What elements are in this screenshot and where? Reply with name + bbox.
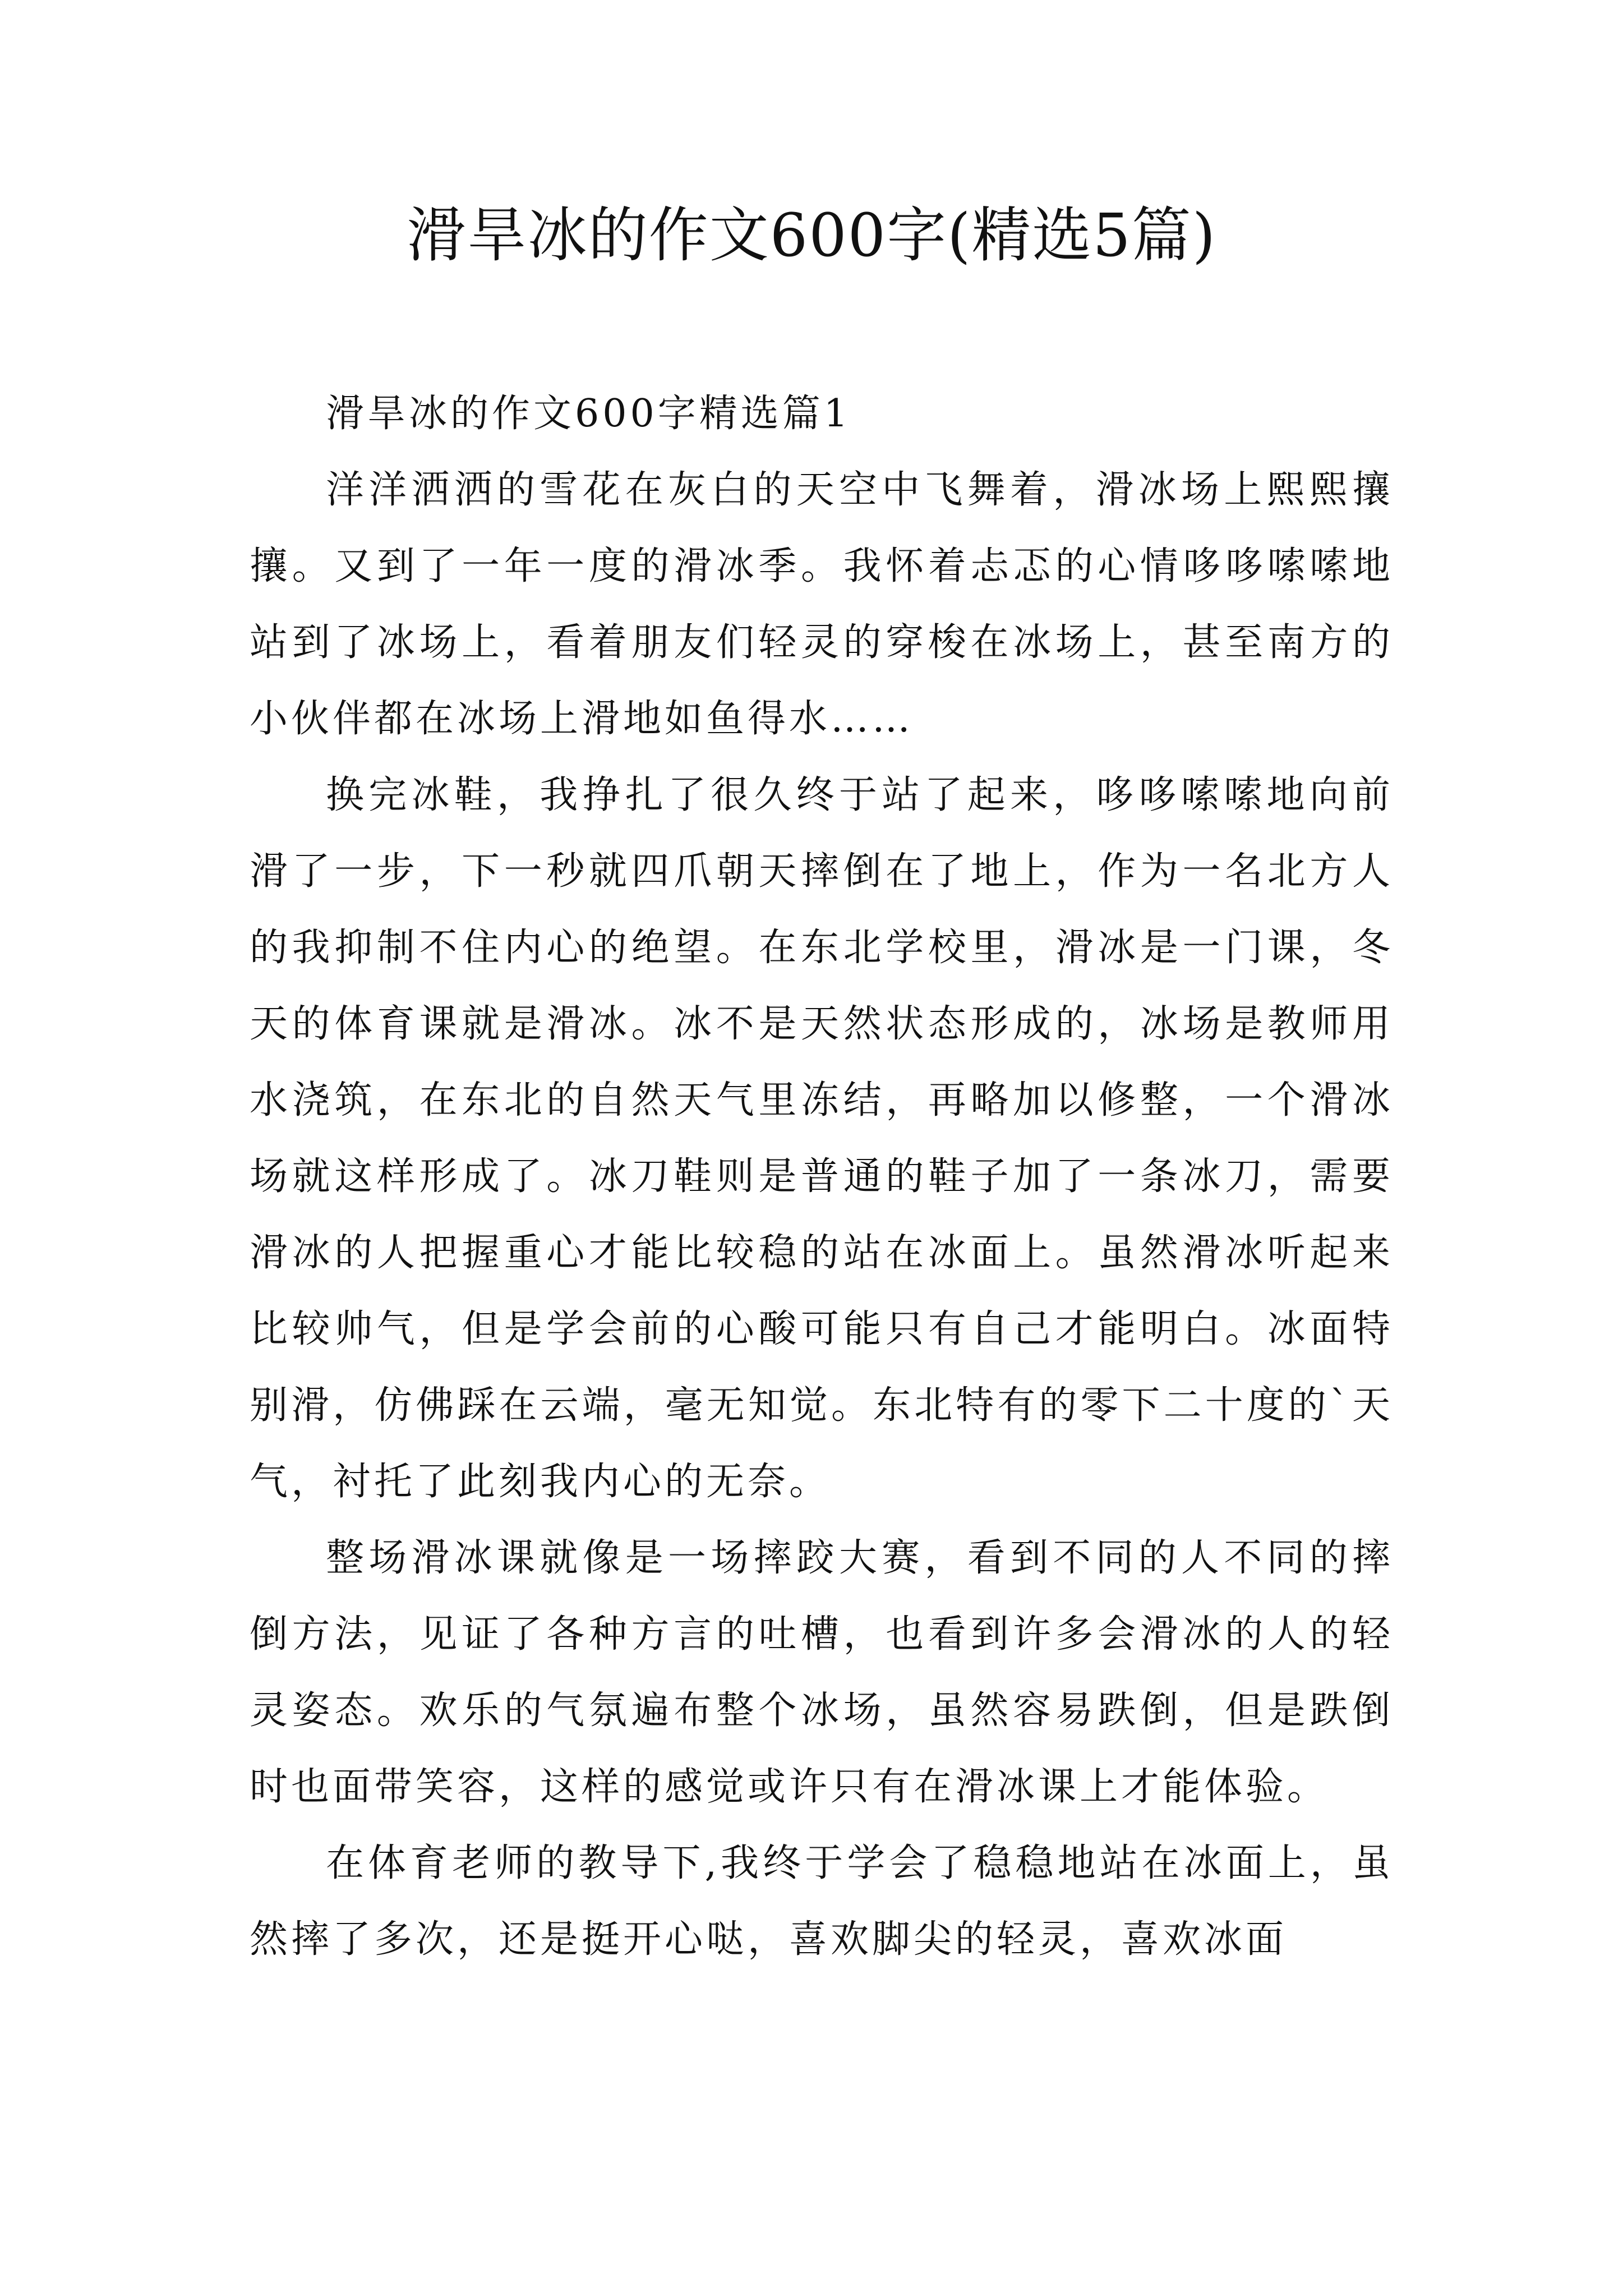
paragraph-3: 整场滑冰课就像是一场摔跤大赛，看到不同的人不同的摔倒方法，见证了各种方言的吐槽，也看到许多会滑冰的人的轻灵姿态。欢乐的气氛遍布整个冰场，虽然容易跌倒，但是跌倒时也面带笑容，这样的感觉或许只有在滑冰课上才能体验。 [250,1536,1394,1809]
document-title: 滑旱冰的作文600字(精选5篇) [406,201,1217,270]
document-body [250,376,1394,1978]
paragraph-4: 在体育老师的教导下,我终于学会了稳稳地站在冰面上，虽然摔了多次，还是挺开心哒，喜欢脚尖的轻灵，喜欢冰面 [250,1841,1394,1962]
paragraph-1: 洋洋洒洒的雪花在灰白的天空中飞舞着，滑冰场上熙熙攘攘。又到了一年一度的滑冰季。我怀着忐忑的心情哆哆嗦嗦地站到了冰场上，看着朋友们轻灵的穿梭在冰场上，甚至南方的小伙伴都在冰场上滑地如鱼得水…… [250,468,1394,741]
section-heading: 滑旱冰的作文600字精选篇1 [326,392,852,436]
paragraph-2: 换完冰鞋，我挣扎了很久终于站了起来，哆哆嗦嗦地向前滑了一步，下一秒就四爪朝天摔倒在了地上，作为一名北方人的我抑制不住内心的绝望。在东北学校里，滑冰是一门课，冬天的体育课就是滑冰。冰不是天然状态形成的，冰场是教师用水浇筑，在东北的自然天气里冻结，再略加以修整，一个滑冰场就这样形成了。冰刀鞋则是普通的鞋子加了一条冰刀，需要滑冰的人把握重心才能比较稳的站在冰面上。虽然滑冰听起来比较帅气，但是学会前的心酸可能只有自己才能明白。冰面特别滑，仿佛踩在云端，毫无知觉。东北特有的零下二十度的`天气，衬托了此刻我内心的无奈。 [250,773,1394,1504]
